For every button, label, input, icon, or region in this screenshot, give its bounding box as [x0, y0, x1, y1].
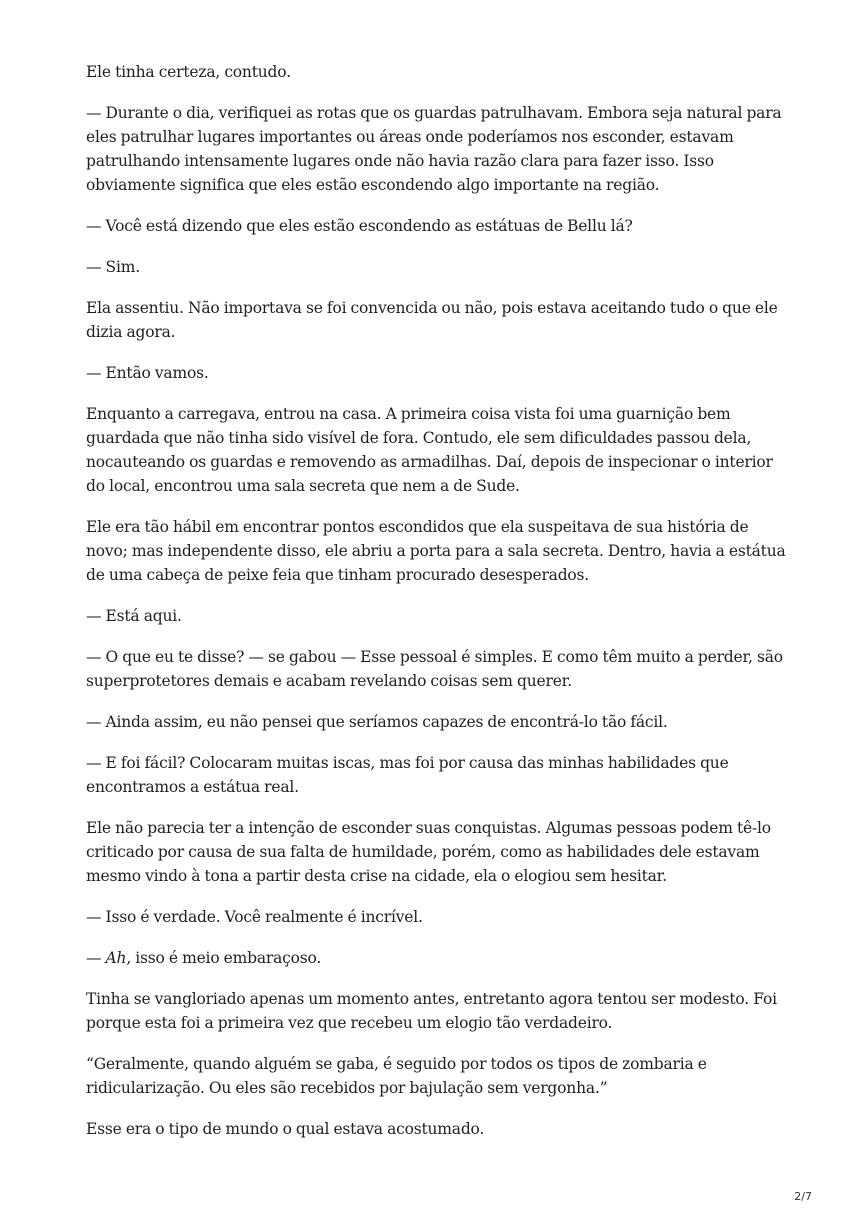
paragraph [86, 361, 786, 385]
paragraph-text: — [86, 949, 106, 967]
paragraph [86, 402, 786, 498]
paragraph-text: — Isso é verdade. Você realmente é incrível. [86, 908, 423, 926]
paragraph [86, 296, 786, 344]
paragraph [86, 905, 786, 929]
paragraph-text: Ele tinha certeza, contudo. [86, 63, 291, 81]
paragraph [86, 751, 786, 799]
paragraph [86, 101, 786, 197]
paragraph-text: Enquanto a carregava, entrou na casa. A primeira coisa vista foi uma guarnição bem guardada que não tinha sido visível de fora. Contudo, ele sem dificuldades passou dela, nocauteando os guardas e removendo as armadilhas. Daí, depois de inspecionar o interior do local, encontrou uma sala secreta que nem a de Sude. [86, 405, 773, 495]
paragraph [86, 60, 786, 84]
paragraph-text: Ele era tão hábil em encontrar pontos escondidos que ela suspeitava de sua história de novo; mas independente disso, ele abriu a porta para a sala secreta. Dentro, havia a estátua de uma cabeça de peixe feia que tinham procurado desesperados. [86, 518, 786, 584]
paragraph [86, 214, 786, 238]
paragraph [86, 710, 786, 734]
paragraph-text: Tinha se vangloriado apenas um momento antes, entretanto agora tentou ser modesto. Foi porque esta foi a primeira vez que recebeu um elogio tão verdadeiro. [86, 990, 777, 1032]
paragraph-text: , isso é meio embaraçoso. [126, 949, 322, 967]
paragraph [86, 987, 786, 1035]
document-body [86, 60, 786, 1158]
paragraph-text: — O que eu te disse? — se gabou — Esse pessoal é simples. E como têm muito a perder, são superprotetores demais e acabam revelando coisas sem querer. [86, 648, 783, 690]
paragraph [86, 1052, 786, 1100]
paragraph-text: — Sim. [86, 258, 140, 276]
paragraph-text: Ele não parecia ter a intenção de esconder suas conquistas. Algumas pessoas podem tê-lo criticado por causa de sua falta de humildade, porém, como as habilidades dele estavam mesmo vindo à tona a partir desta crise na cidade, ela o elogiou sem hesitar. [86, 819, 771, 885]
paragraph [86, 255, 786, 279]
paragraph [86, 645, 786, 693]
paragraph [86, 515, 786, 587]
paragraph-text: — Está aqui. [86, 607, 182, 625]
paragraph [86, 1117, 786, 1141]
paragraph-text: — Você está dizendo que eles estão escondendo as estátuas de Bellu lá? [86, 217, 633, 235]
paragraph-text: — Então vamos. [86, 364, 209, 382]
paragraph-text: “Geralmente, quando alguém se gaba, é seguido por todos os tipos de zombaria e ridicularização. Ou eles são recebidos por bajulação sem vergonha.” [86, 1055, 707, 1097]
paragraph [86, 816, 786, 888]
paragraph [86, 946, 786, 970]
paragraph-text: — E foi fácil? Colocaram muitas iscas, mas foi por causa das minhas habilidades que encontramos a estátua real. [86, 754, 729, 796]
paragraph-text: — Durante o dia, verifiquei as rotas que os guardas patrulhavam. Embora seja natural para eles patrulhar lugares importantes ou áreas onde poderíamos nos esconder, estavam patrulhando intensamente lugares onde não havia razão clara para fazer isso. Isso obviamente significa que eles estão escondendo algo importante na região. [86, 104, 782, 194]
paragraph-text: Esse era o tipo de mundo o qual estava acostumado. [86, 1120, 485, 1138]
paragraph-text: — Ainda assim, eu não pensei que seríamos capazes de encontrá-lo tão fácil. [86, 713, 668, 731]
italic-text: Ah [105, 949, 127, 967]
paragraph-text: Ela assentiu. Não importava se foi convencida ou não, pois estava aceitando tudo o que ele dizia agora. [86, 299, 778, 341]
page-number: 2/7 [794, 1190, 812, 1203]
paragraph [86, 604, 786, 628]
